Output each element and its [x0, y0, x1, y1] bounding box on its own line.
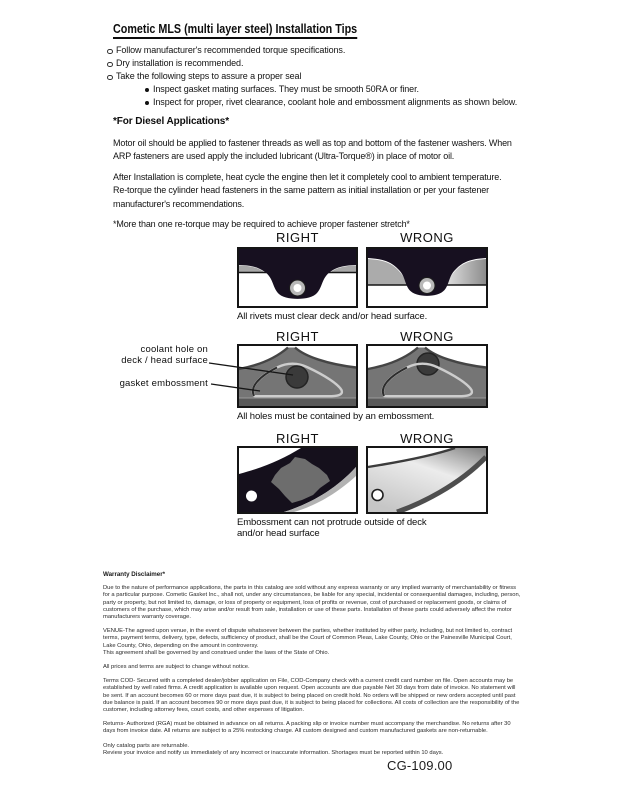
row3-caption: Embossment can not protrude outside of deck and/or head surface	[237, 517, 427, 539]
returns-paragraph: Returns- Authorized (RGA) must be obtained in advance on all returns. A packing slip or invoice number must accompany the merchandise. No returns after 30 days from invoice date. All returns are subject to a 25% restocking charge. All custom designed and custom manufactured gaskets are non-returnable.	[103, 721, 511, 735]
diesel-note: *More than one re-torque may be required to achieve proper fastener stretch*	[113, 219, 410, 229]
tip-sub-item: Inspect gasket mating surfaces. They must be smooth 50RA or finer.	[145, 83, 527, 96]
review-invoice-line: Review your invoice and notify us immediately of any incorrect or inaccurate information. Shortages must be reported within 10 days.	[103, 749, 444, 756]
gasket-embossment-label: gasket embossment	[119, 378, 208, 389]
right-label-row3: RIGHT	[276, 431, 319, 446]
coolant-hole-label: coolant hole on deck / head surface	[121, 344, 208, 366]
rivet-clearance-right-figure	[237, 247, 358, 308]
tip-item: Dry installation is recommended.	[107, 57, 527, 70]
governing-law-line: This agreement shall be governed by and construed under the laws of the State of Ohio.	[103, 649, 330, 656]
page-number: CG-109.00	[387, 758, 453, 773]
embossment-protrusion-wrong-figure	[366, 446, 488, 514]
catalog-parts-line: Only catalog parts are returnable.	[103, 742, 190, 749]
wrong-label-row2: WRONG	[400, 329, 454, 344]
diesel-heading: *For Diesel Applications*	[113, 116, 230, 127]
tip-item: Take the following steps to assure a proper seal	[107, 70, 527, 83]
page-title: Cometic MLS (multi layer steel) Installation Tips	[113, 22, 357, 39]
terms-paragraph: Terms COD- Secured with a completed dealer/jobber application on File, COD-Company check with a current credit card number on file. Open accounts may be established by well rated firms. A credit application is available upon request. Open accounts are due payable Net 30 days from date of invoice. No statement will be sent. If an account becomes 60 or more days past due, it is subject to being placed on credit hold. No orders will be shipped or new orders accepted until past due balance is paid. If an account becomes 90 or more days past due, it is subject to being placed for collections. All costs of collection are the responsibility of the customer, including attorney fees, court costs, and other expenses of litigation.	[103, 678, 520, 714]
rivet-clearance-wrong-figure	[366, 247, 488, 308]
diesel-applications-section	[113, 115, 515, 239]
pointer-lines	[205, 356, 300, 396]
wrong-label-row3: WRONG	[400, 431, 454, 446]
prices-line: All prices and terms are subject to change without notice.	[103, 664, 250, 671]
embossment-protrusion-right-figure	[237, 446, 358, 514]
tip-item: Follow manufacturer's recommended torque specifications.	[107, 44, 527, 57]
venue-paragraph: VENUE-The agreed upon venue, in the event of dispute whatsoever between the parties, whether instituted by either party, including, but not limited to, contract terms, payment terms, delivery, type, defects, sufficiency of product, shall be the Court of Common Pleas, Lake County, Ohio or the Painesville Municipal Court, Lake County, Ohio, depending on the amount in controversy.	[103, 628, 513, 649]
right-label-row2: RIGHT	[276, 329, 319, 344]
diesel-paragraph-2: After Installation is complete, heat cycle the engine then let it completely cool to ambient temperature. Re-torque the cylinder head fasteners in the same pattern as initial installation or per your fastener manufacturer's recommendations.	[113, 171, 502, 209]
row2-caption: All holes must be contained by an embossment.	[237, 411, 435, 422]
wrong-label-row1: WRONG	[400, 230, 454, 245]
tip-sub-item: Inspect for proper, rivet clearance, coolant hole and embossment alignments as shown below.	[145, 96, 527, 109]
bolt-hole-icon	[372, 490, 383, 501]
installation-tips-list	[107, 44, 527, 109]
diesel-paragraph-1: Motor oil should be applied to fastener threads as well as top and bottom of the fastener washers. When ARP fasteners are used apply the included lubricant (Ultra-Torque®) in place of motor oil.	[113, 137, 512, 161]
right-label-row1: RIGHT	[276, 230, 319, 245]
row1-caption: All rivets must clear deck and/or head surface.	[237, 311, 428, 322]
bolt-hole-icon	[246, 491, 257, 502]
warranty-paragraph: Due to the nature of performance applications, the parts in this catalog are sold without any express warranty or any implied warranty of merchantability or fitness for a particular purpose. Cometic Gasket Inc., shall not, under any circumstances, be liable for any special, incidental or consequential damages, including, person, party or property, but not limited to, damage, or loss of property or equipment, loss of profits or revenue, cost of purchased or replacement goods, or claims of customers of the purchase, which may arise and/or result from sale, installation or use of these parts. Installation of these parts could adversely affect the motor manufacturers warranty coverage.	[103, 585, 521, 621]
warranty-heading: Warranty Disclaimer*	[103, 571, 166, 578]
warranty-disclaimer-section	[103, 571, 523, 764]
coolant-hole-wrong-figure	[366, 344, 488, 408]
